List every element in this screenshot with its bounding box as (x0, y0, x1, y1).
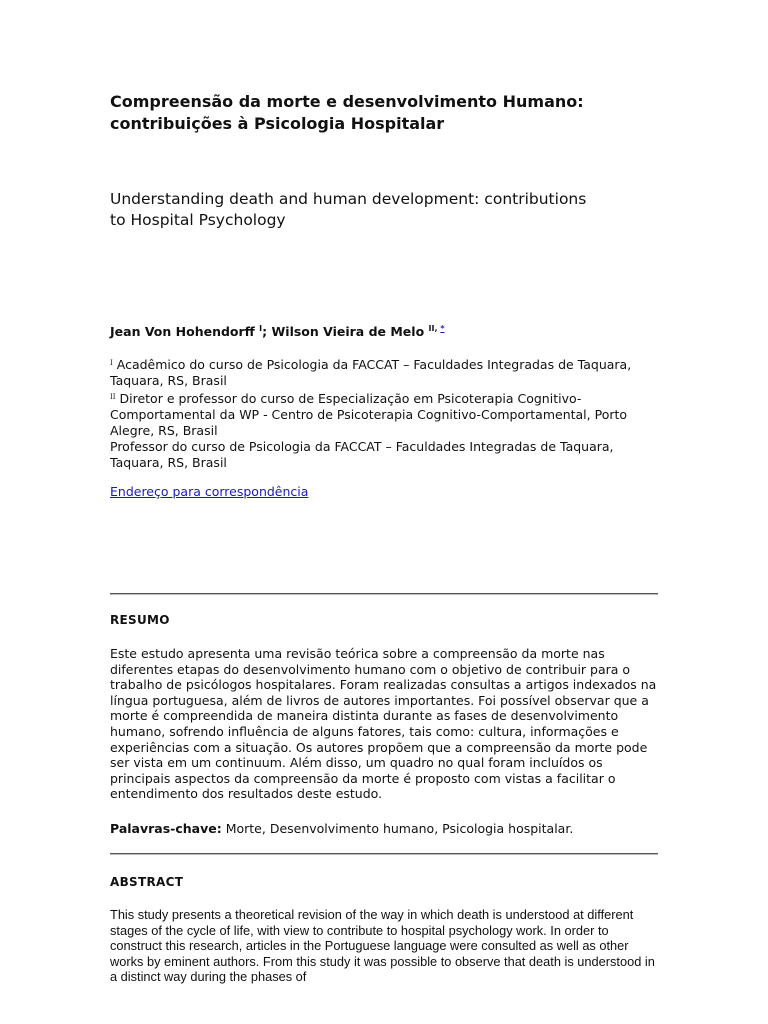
author-1-name: Jean Von Hohendorff (110, 324, 255, 339)
title-pt-line-1: Compreensão da morte e desenvolvimento Humano: (110, 92, 584, 111)
affiliation-text: Professor do curso de Psicologia da FACCAT – Faculdades Integradas de Taquara, Taquara, RS, Brasil (110, 439, 614, 470)
title-en-line-2: to Hospital Psychology (110, 211, 286, 229)
affiliation-item (110, 355, 665, 389)
affiliation-list (110, 355, 665, 471)
abstract-heading: ABSTRACT (110, 875, 184, 889)
correspondence-address-link[interactable]: Endereço para correspondência (110, 484, 309, 499)
keywords-value: Morte, Desenvolvimento humano, Psicologia hospitalar. (221, 821, 574, 836)
affiliation-marker: II (110, 393, 116, 401)
affiliation-item (110, 389, 665, 439)
author-2-affiliation-marker (429, 324, 445, 333)
section-divider (110, 593, 658, 595)
affiliation-marker: I (110, 359, 113, 367)
affiliation-text: Diretor e professor do curso de Especialização em Psicoterapia Cognitivo-Comportamental da WP - Centro de Psicoterapia Cognitivo-Comportamental, Porto Alegre, RS, Brasil (110, 391, 628, 438)
title-en-line-1: Understanding death and human development: contributions (110, 190, 587, 208)
article-title-english (110, 189, 670, 231)
section-divider (110, 853, 658, 855)
abstract-body: This study presents a theoretical revision of the way in which death is understood at different stages of the cycle of life, with view to contribute to hospital psychology work. In order to construct this research, articles in the Portuguese language were consulted as well as other works by eminent authors. From this study it was possible to observe that death is understood in a distinct way during the phases of (110, 907, 655, 985)
keywords-line (110, 821, 662, 837)
author-1-affiliation-marker: I (259, 324, 263, 333)
author-separator: ; (262, 324, 272, 339)
resumo-heading: RESUMO (110, 613, 170, 627)
author-2-name: Wilson Vieira de Melo (271, 324, 425, 339)
affiliation-text: Acadêmico do curso de Psicologia da FACCAT – Faculdades Integradas de Taquara, Taquara, RS, Brasil (110, 357, 632, 388)
title-pt-line-2: contribuições à Psicologia Hospitalar (110, 114, 445, 133)
keywords-label: Palavras-chave: (110, 821, 222, 836)
affiliation-item (110, 439, 665, 471)
author-2-affiliation-sup: II, (428, 324, 438, 333)
resumo-body: Este estudo apresenta uma revisão teórica sobre a compreensão da morte nas diferentes etapas do desenvolvimento humano com o objetivo de contribuir para o trabalho de psicólogos hospitalares. Foram realizadas consultas a artigos indexados na língua portuguesa, além de livros de autores importantes. Foi possível observar que a morte é compreendida de maneira distinta durante as fases de desenvolvimento humano, sofrendo influência de alguns fatores, tais como: cultura, informações e experiências com a situação. Os autores propõem que a compreensão da morte pode ser vista em um continuum. Além disso, um quadro no qual foram incluídos os principais aspectos da compreensão da morte é proposto com vistas a facilitar o entendimento dos resultados deste estudo. (110, 646, 657, 802)
corresponding-author-link[interactable]: * (440, 324, 445, 333)
article-title-portuguese (110, 91, 670, 135)
author-list (110, 320, 445, 341)
